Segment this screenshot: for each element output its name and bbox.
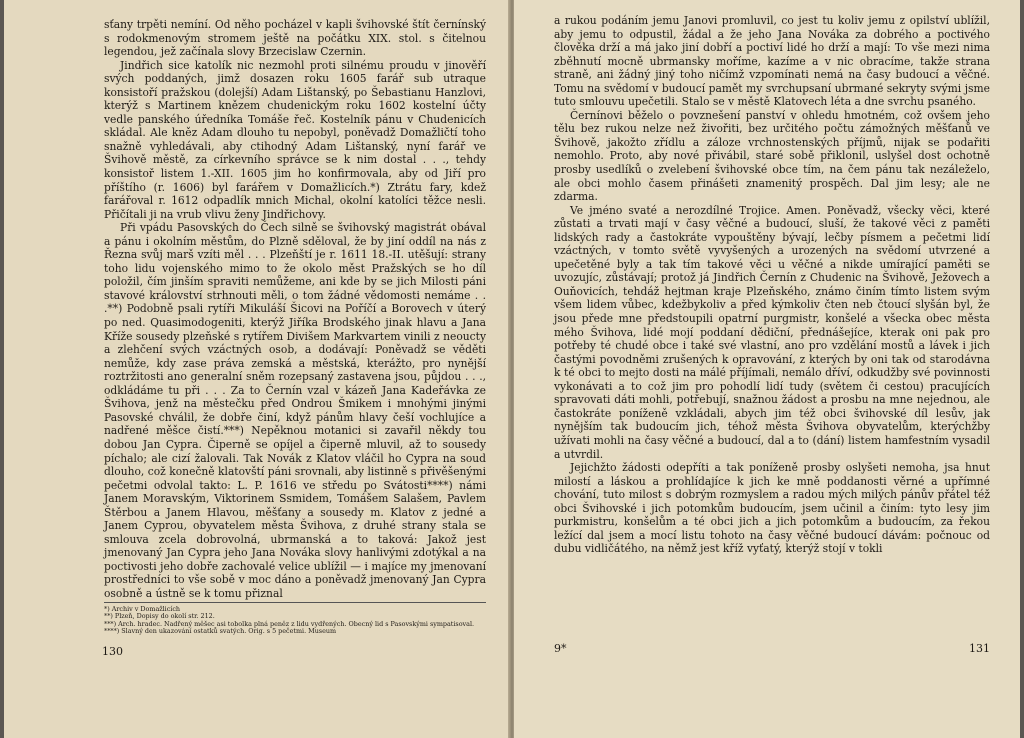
right-paragraph: a rukou podáním jemu Janovi promluvil, co jest tu koliv jemu z opilství ublížil, aby jemu to odpustil, žádal a že jeho Jana Nováka za dobrého a poctivého člověka drží a má jako jiní dobří a poctiví lidé ho drží a mají: To vše mezi nima zběhnutí mocně ubrmansky moříme, kazíme a v nic obracíme, takže strana straně, ani žádný jiný toho ničímž vzpomínati nemá na časy budoucí a věčné. Tomu na svědomí v budoucí pamět my svrchupsaní ubrmané sekryty svými jsme tuto smlouvu upečetili. Stalo se v městě Klatovech léta a dne svrchu psaného. [554, 14, 990, 109]
page-number-right: 131 [969, 642, 990, 655]
right-paragraph: Ve jméno svaté a nerozdílné Trojice. Amen. Poněvadž, všecky věci, které zůstati a trvati mají v časy věčné a budoucí, sluší, že takové věci z paměti lidských rady a častokráte vypouštěny bývají, lečby písmem a pečetmi lidí vzáctných, v tomto světě vyvyšených a urozených na svědomí utvrzené a upečetěné byly a tak tím takové věci u věčné a nikde umírající paměti se uvozujíc, zůstávají; protož já Jindřich Černín z Chudenic na Švihově, Ježovech a Ouňovicích, tehdáž hejtman kraje Plzeňského, známo činím tímto listem svým všem lidem vůbec, kdežbykoliv a před kýmkoliv čten neb čtoucí slyšán byl, že jsou přede mne předstoupili opatrní purgmistr, konšelé a všecka obec města mého Švihova, lidé mojí poddaní dědiční, přednášejíce, kterak oni pak pro potřeby té chudé obce i také své vlastní, ano pro vzdělání mostů a lávek i jich častými povodněmi zrušených k opravování, z kterých by oni tak od starodávna k té obci to mejto dosti na málé příjímali, nemálo dříví, odkudžby své povinnosti vykonávati a to což jim pro pohodlí lidí tudy (světem či cestou) pracujících spravovati dáti mohli, potřebují, snažnou žádost a prosbu na mne nejednou, ale častokráte poníženě vzkládali, abych jim též obci švihovské díl lesův, jak nynějším tak budoucím jich, téhož města Švihova obyvatelům, kterýchžby užívati mohli na časy věčné a budoucí, dal a to (dání) listem hamfestním vysadil a utvrdil. [554, 203, 990, 461]
left-page-text [104, 18, 486, 601]
footnotes [104, 602, 486, 636]
left-page [4, 0, 512, 738]
signature-mark: 9* [554, 642, 567, 655]
footnote: ***) Arch. hradec. Nadřený měšec asi tobolka plná peněz z lidu vydřených. Obecný lid s Pasovskými sympatisoval. [104, 619, 475, 628]
left-paragraph: Jindřich sice katolík nic nezmohl proti silnému proudu v jinověří svých poddaných, jimž dosazen roku 1605 farář sub utraque konsistoří pražskou (dolejší) Adam Lištanský, po Šebastianu Hanzlovi, kterýž s Martinem knězem chudenickým roku 1602 kostelní účty vedle panského úředníka Tomáše řeč. Kostelník pánu v Chudenicích skládal. Ale kněz Adam dlouho tu nepobyl, poněvadž Domažličtí toho snažně vyhledávali, aby ctihodný Adam Lištanský, nyní farář ve Švihově městě, za církevního správce se k nim dostal . . ., tehdy konsistoř listem 1.-XII. 1605 jim ho konfirmovala, aby od Jiří pro příštího (r. 1606) byl farářem v Domažlicích.*) Ztrátu fary, kdež farářoval r. 1612 odpadlík mnich Michal, okolní katolíci těžce nesli. Přičítali ji na vrub vlivu ženy Jindřichovy. [104, 58, 486, 221]
right-page-text [554, 14, 990, 556]
right-page [514, 0, 1020, 738]
left-paragraph: Při vpádu Pasovských do Čech silně se švihovský magistrát obával a pánu i okolním městům, do Plzně sděloval, že by jiní oddíl na nás z Řezna svůj marš vzíti měl . . . Plzeňští je r. 1611 18.-II. utěšují: strany toho lidu vojenského mimo to že okolo měst Pražských se ho díl položil, čím jinším spraviti nemůžeme, ani kde by se jich Milosti páni stavové království strhnouti měli, o tom žádné vědomosti nemáme . . .**) Podobně psali rytíři Mikuláší Šicovi na Poříčí a Borovech v úterý po ned. Quasimodogeniti, kterýž Jiříka Brodského jinak hlavu a Jana Kříže sousedy plzeňské s rytířem Divišem Markvartem vinili z neoucty a zlehčení svých vzáctných osob, a dodávají: Poněvadž se věděti nemůže, kdy zase práva zemská a městská, kterážto, pro nynější roztržitosti ano generalní sněm rozepsaný zastavena jsou, půjdou . . ., odkládáme tu při . . . Za to Černín vzal v kázeň Jana Kadeřávka ze Švihova, jenž na městečku před Ondrou Šmikem i mnohými jinými Pasovské chválil, že dobře činí, když pánům hlavy češí vochlujíce a nadřené měšce čistí.***) Nepěknou motanici si zavařil někdy tou dobou Jan Cypra. Čiperně se opíjel a čiperně mluvil, až to sousedy píchalo; ale cizí žalovali. Tak Novák z Klatov vláčil ho Cypra na soud dlouho, což konečně klatovští páni srovnali, aby listinně s přivěšenými pečetmi odvolal takto: L. P. 1616 ve středu po Svátosti****) námi Janem Moravským, Viktorinem Ssmidem, Tomášem Salašem, Pavlem Štěrbou a Janem Hlavou, měšťany a sousedy m. Klatov z jedné a Janem Cyprou, obyvatelem města Švihova, z druhé strany stala se smlouva zcela dobrovolná, ubrmanská a to taková: Jakož jest jmenovaný Jan Cypra jeho Jana Nováka slovy hanlivými zdotýkal a na poctivosti jeho dobře zachovalé velice ublížil — i majíce my jmenovaní prostředníci to vše sobě v moc dáno a poněvadž jmenovaný Jan Cypra osobně a ústně se k tomu přiznal [104, 221, 486, 600]
right-paragraph: Černínovi běželo o povznešení panství v ohledu hmotném, což ovšem jeho tělu bez rukou nelze než živořiti, bez určitého počtu zámožných měšťanů ve Švihově, jakožto zřídlu a záloze vrchnostenských příjmů, nijak se podařiti nemohlo. Proto, aby nové přivábil, staré sobě přiklonil, uslyšel dost ochotně prosby usedlíků o zvelebení švihovské obce tím, na čem pánu tak nezáleželo, ale obci mohlo časem přinášeti znamenitý prospěch. Dal jim lesy; ale ne zdarma. [554, 108, 990, 204]
footnote: ****) Slavný den ukazování ostatků svatých. Orig. s 5 pečetmi. Museum [104, 627, 337, 636]
footnote: **) Plzeň, Dopisy do okolí str. 212. [104, 612, 215, 621]
footnote: *) Archiv v Domažlicích [104, 605, 181, 613]
left-paragraph: sťany trpěti nemíní. Od něho pocházel v kapli švihovské štít černínský s rodokmenovým stromem ještě na počátku XIX. stol. s čitelnou legendou, jež začínala slovy Brzecislaw Czernin. [104, 18, 486, 59]
page-number-left: 130 [102, 645, 123, 658]
right-paragraph: Jejichžto žádosti odepříti a tak poníženě prosby oslyšeti nemoha, jsa hnut milostí a láskou a prohlídajíce k jich ke mně poddanosti věrné a upřímné chování, tuto milost s dobrým rozmyslem a radou mých milých pánův přátel též obci Švihovské i jich potomkům budoucím, jsem učinil a činím: tyto lesy jim purkmistru, konšelům a té obci jich a jich potomkům a budoucím, za řekou ležící dal jsem a mocí listu tohoto na časy věčné budoucí dávám: počnouc od dubu vidličátého, na němž jest kříž vyťatý, kterýž stojí v tokli [554, 461, 990, 556]
